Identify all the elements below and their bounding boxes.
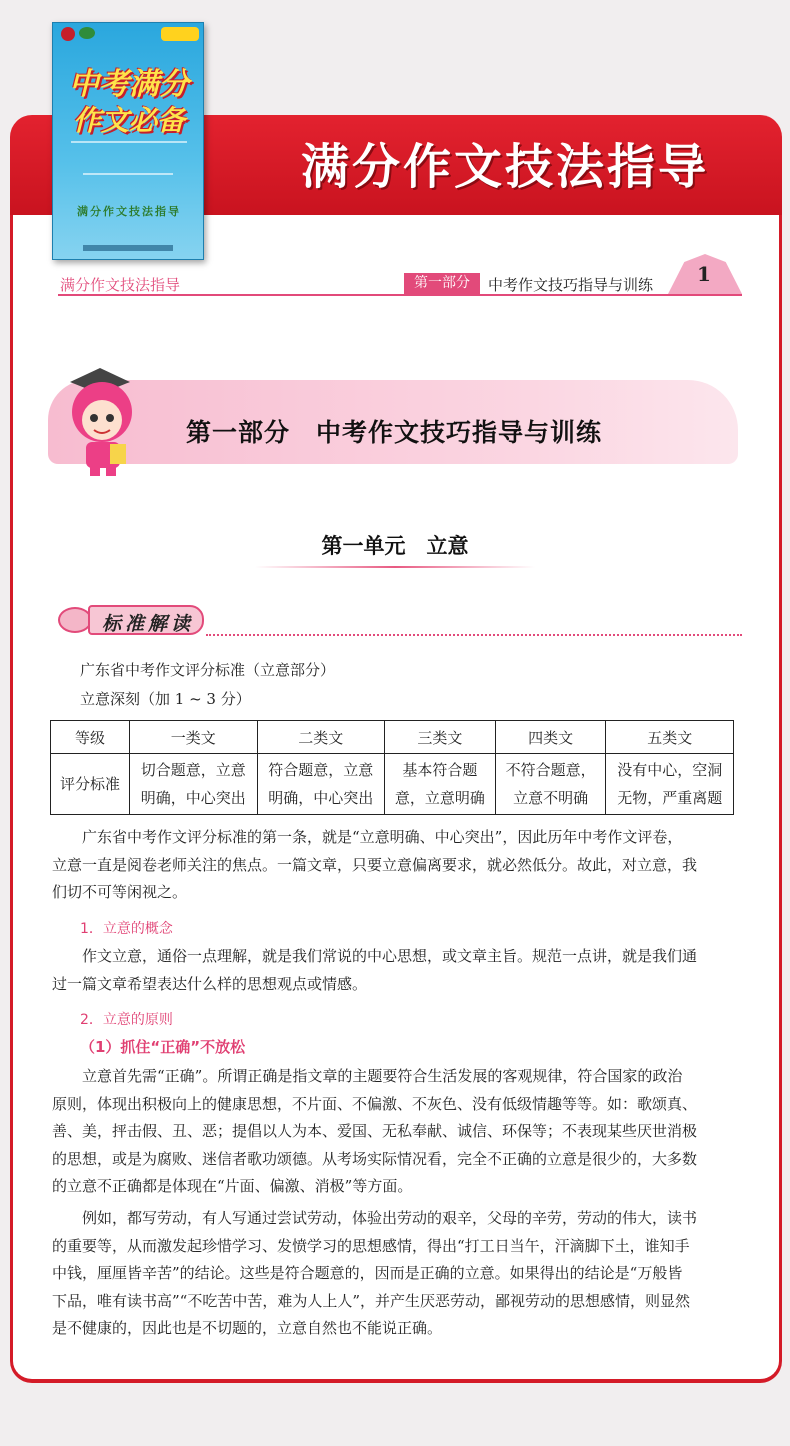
cell-line: 明确，中心突出 [140, 789, 246, 807]
publisher-bar [83, 245, 173, 251]
book-title-line2: 作文必备 [72, 104, 185, 137]
paragraph-4 [52, 1205, 742, 1343]
table-cell [385, 754, 496, 815]
part-title: 第一部分 中考作文技巧指导与训练 [186, 418, 603, 447]
book-title-line1: 中考满分 [69, 67, 189, 102]
magnifier-icon [58, 607, 92, 633]
text-line: 中钱，厘厘皆辛苦”的结论。这些是符合题意的，因而是正确的立意。如果得出的结论是“万般皆 [52, 1264, 683, 1282]
table-cell [130, 754, 258, 815]
table-row-label: 评分标准 [51, 754, 130, 815]
text-line: 的重要等，从而激发起珍惜学习、发愤学习的思想感情，得出“打工日当午，汗滴脚下土，谁知手 [52, 1236, 690, 1255]
table-header-cell: 一类文 [130, 721, 258, 754]
book-cover[interactable] [52, 22, 204, 260]
page-number: 1 [697, 262, 711, 286]
table-header-cell: 五类文 [606, 721, 734, 754]
cover-sticker [161, 27, 199, 41]
cell-line: 无物，严重离题 [617, 789, 723, 807]
text-line: 例如，都写劳动，有人写通过尝试劳动，体验出劳动的艰辛，父母的辛劳，劳动的伟大，读书 [52, 1209, 698, 1227]
text-line: 们切不可等闲视之。 [52, 883, 188, 901]
text-line: 广东省中考作文评分标准的第一条，就是“立意明确、中心突出”，因此历年中考作文评卷， [52, 828, 683, 846]
table-header-cell: 四类文 [495, 721, 606, 754]
table-cell [257, 754, 385, 815]
running-header-left: 满分作文技法指导 [60, 276, 181, 294]
table-cell [606, 754, 734, 815]
text-line: 立意一直是阅卷老师关注的焦点。一篇文章，只要立意偏离要求，就必然低分。故此，对立意，我 [52, 855, 698, 874]
banner-title: 满分作文技法指导 [300, 139, 709, 195]
student-mascot-icon [60, 360, 150, 478]
intro-line-1: 广东省中考作文评分标准（立意部分） [80, 661, 336, 679]
section-dotted-rule [206, 634, 742, 636]
cell-line: 立意不明确 [513, 789, 589, 807]
cover-divider [83, 173, 173, 175]
text-line: 原则，体现出积极向上的健康思想，不片面、不偏激、不灰色、没有低级情趣等等。如：歌颂真、 [52, 1094, 698, 1113]
table-header-cell: 二类文 [257, 721, 385, 754]
cover-divider [71, 141, 187, 143]
cell-line: 不符合题意， [505, 761, 596, 779]
text-line: 立意首先需“正确”。所谓正确是指文章的主题要符合生活发展的客观规律，符合国家的政治 [52, 1067, 683, 1085]
heading-principle: 2．立意的原则 [80, 1012, 173, 1028]
cell-line: 基本符合题 [402, 761, 478, 779]
header-part-label: 第一部分 [404, 273, 480, 294]
table-cell [495, 754, 606, 815]
table-header-cell: 三类文 [385, 721, 496, 754]
heading-correct: （1）抓住“正确”不放松 [80, 1038, 246, 1056]
paragraph-2 [52, 943, 742, 998]
brand-logo-icon [79, 27, 95, 39]
book-subtitle: 满分作文技法指导 [77, 205, 181, 218]
heading-concept: 1．立意的概念 [80, 921, 173, 937]
publisher-logo-icon [61, 27, 75, 41]
text-line: 过一篇文章希望表达什么样的思想观点或情感。 [52, 974, 368, 993]
section-tag-label: 标准解读 [102, 613, 195, 635]
table-row [51, 754, 734, 815]
cell-line: 明确，中心突出 [268, 789, 374, 807]
scoring-table [50, 720, 734, 815]
table-header-cell: 等级 [51, 721, 130, 754]
cell-line: 切合题意，立意 [140, 761, 246, 779]
cell-line: 没有中心，空洞 [617, 761, 723, 779]
unit-underline [255, 566, 535, 568]
header-chapter: 中考作文技巧指导与训练 [488, 276, 654, 294]
cell-line: 符合题意，立意 [268, 761, 374, 779]
text-line: 的思想，或是为腐败、迷信者歌功颂德。从考场实际情况看，完全不正确的立意是很少的，大多数 [52, 1149, 698, 1168]
text-line: 下品，唯有读书高”“不吃苦中苦，难为人上人”，并产生厌恶劳动，鄙视劳动的思想感情，则显然 [52, 1291, 691, 1310]
text-line: 善、美，抨击假、丑、恶；提倡以人为本、爱国、无私奉献、诚信、环保等；不表现某些厌世消极 [52, 1122, 698, 1140]
cell-line: 意，立意明确 [394, 789, 485, 807]
text-line: 作文立意，通俗一点理解，就是我们常说的中心思想，或文章主旨。规范一点讲，就是我们通 [52, 947, 698, 965]
paragraph-1 [52, 824, 742, 907]
text-line: 的立意不正确都是体现在“片面、偏激、消极”等方面。 [52, 1177, 413, 1195]
text-line: 是不健康的，因此也是不切题的，立意自然也不能说正确。 [52, 1319, 443, 1337]
intro-line-2: 立意深刻（加 1 ~ 3 分） [80, 690, 251, 708]
unit-title: 第一单元 立意 [321, 533, 469, 558]
table-header-row [51, 721, 734, 754]
paragraph-3 [52, 1063, 742, 1201]
